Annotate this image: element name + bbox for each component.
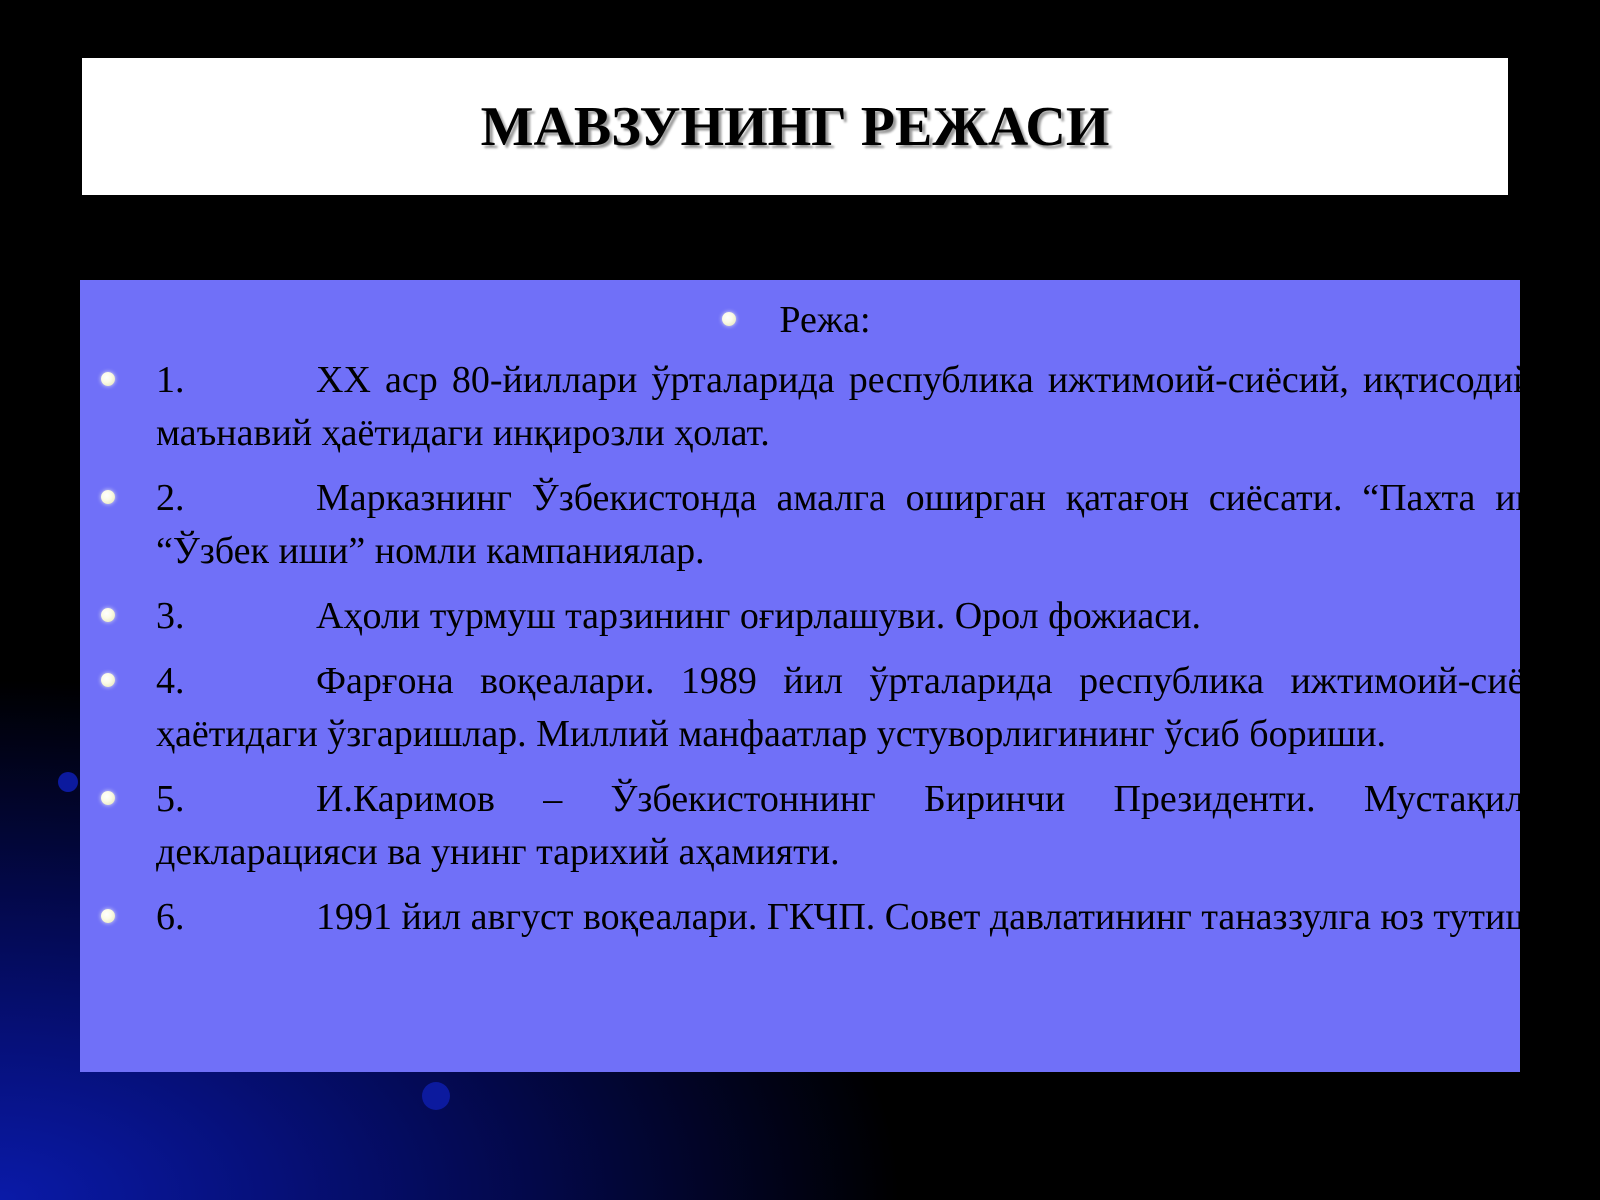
decorative-dot <box>58 772 78 792</box>
plan-item <box>80 472 1582 578</box>
plan-item-body: И.Каримов – Ўзбекистоннинг Биринчи Президенти. Мустақиллик декларацияси ва унинг тарихий аҳамияти. <box>156 778 1582 873</box>
plan-item-text <box>156 773 1582 879</box>
plan-item-number: 2. <box>156 477 185 519</box>
bullet-icon <box>722 312 736 326</box>
bullet-icon <box>101 791 115 805</box>
plan-item-body: Марказнинг Ўзбекистонда амалга оширган қатағон сиёсати. “Пахта иши” “Ўзбек иши” номли кампаниялар. <box>156 477 1582 572</box>
plan-item <box>80 655 1582 761</box>
bullet-icon <box>101 673 115 687</box>
plan-item-body: 1991 йил август воқеалари. ГКЧП. Совет давлатининг таназзулга юз тутиши. <box>316 896 1565 938</box>
plan-item-text <box>156 590 1582 643</box>
plan-heading-label: Режа: <box>779 299 871 341</box>
bullet-icon <box>101 608 115 622</box>
title-box <box>82 58 1508 195</box>
plan-list <box>80 354 1582 956</box>
plan-item-body: Фарғона воқеалари. 1989 йил ўрталарида республика ижтимоий-сиёсий ҳаётидаги ўзгаришлар. Миллий манфаатлар устуворлигининг ўсиб бориши. <box>156 660 1582 755</box>
plan-item <box>80 354 1582 460</box>
plan-item-text <box>156 472 1582 578</box>
plan-heading <box>80 294 1520 346</box>
bullet-icon <box>101 490 115 504</box>
plan-item-number: 3. <box>156 595 185 637</box>
plan-item <box>80 773 1582 879</box>
bullet-icon <box>101 372 115 386</box>
plan-item-number: 4. <box>156 660 185 702</box>
plan-content-box <box>80 280 1582 1072</box>
plan-item-body: XX аср 80-йиллари ўрталарида республика ижтимоий-сиёсий, иқтисодий ва маънавий ҳаётидаги инқирозли ҳолат. <box>156 359 1582 454</box>
decorative-dot <box>422 1082 450 1110</box>
plan-item <box>80 590 1520 643</box>
plan-item-text <box>156 354 1582 460</box>
plan-item-number: 1. <box>156 359 185 401</box>
plan-item <box>80 891 1565 944</box>
plan-item-text <box>156 891 1582 944</box>
bullet-icon <box>101 909 115 923</box>
slide-title: МАВЗУНИНГ РЕЖАСИ <box>480 95 1110 158</box>
plan-item-body: Аҳоли турмуш тарзининг оғирлашуви. Орол фожиаси. <box>316 595 1201 637</box>
plan-item-number: 5. <box>156 778 185 820</box>
plan-item-number: 6. <box>156 896 185 938</box>
plan-item-text <box>156 655 1582 761</box>
